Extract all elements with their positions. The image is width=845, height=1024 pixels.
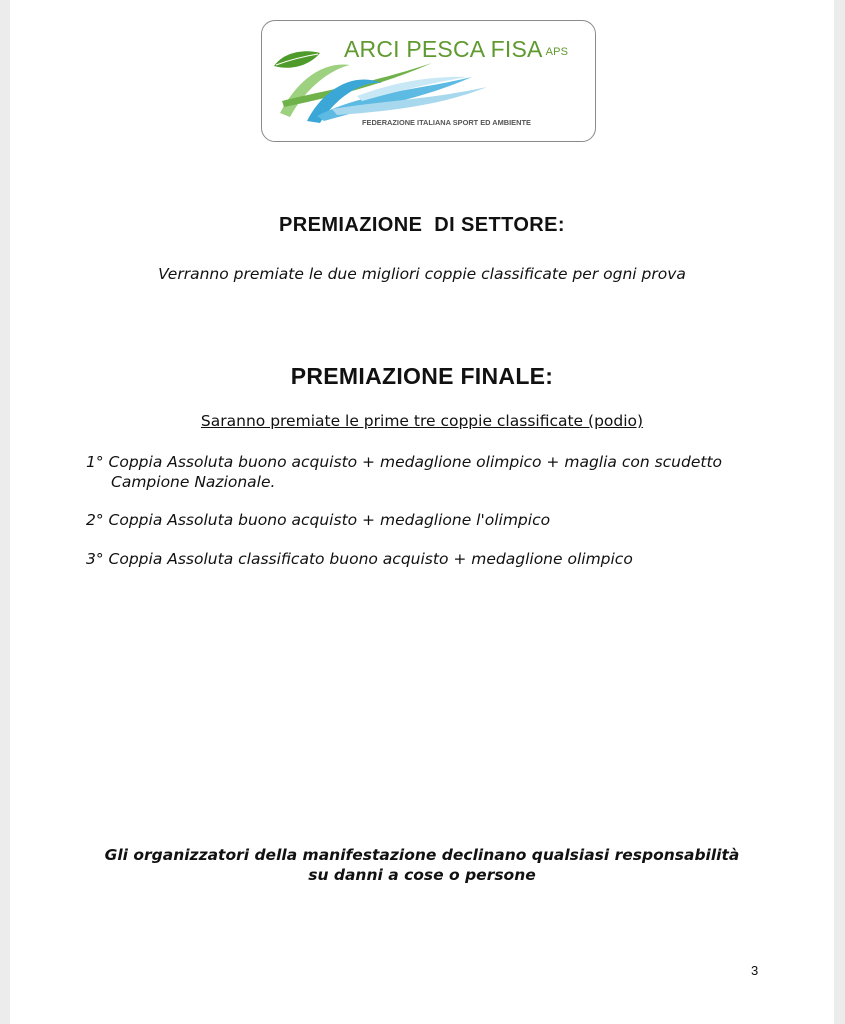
section-finale-subtitle-text: Saranno premiate le prime tre coppie classificate (podio) [200, 412, 644, 430]
logo-name-text: ARCI PESCA FISA [344, 36, 543, 62]
section-title-settore: PREMIAZIONE DI SETTORE: [279, 214, 565, 236]
section-finale-subtitle [10, 412, 834, 430]
page-number: 3 [751, 963, 759, 978]
prize-first-line1: 1° Coppia Assoluta buono acquisto + medaglione olimpico + maglia con scudetto [86, 453, 723, 471]
logo-name [344, 36, 568, 63]
disclaimer [10, 845, 834, 885]
section-title-finale: PREMIAZIONE FINALE: [290, 363, 554, 389]
prize-first [86, 452, 786, 492]
logo-suffix: APS [545, 46, 569, 58]
disclaimer-line1: Gli organizzatori della manifestazione declinano qualsiasi responsabilità [104, 846, 740, 864]
prize-third-line1: 3° Coppia Assoluta classificato buono acquisto + medaglione olimpico [86, 550, 633, 568]
prize-first-line2: Campione Nazionale. [111, 473, 276, 491]
document-page [10, 0, 834, 1024]
prize-second [86, 510, 786, 530]
prize-third [86, 549, 786, 569]
prize-second-line1: 2° Coppia Assoluta buono acquisto + medaglione l'olimpico [86, 511, 551, 529]
section-settore-text: Verranno premiate le due migliori coppie classificate per ogni prova [158, 265, 686, 283]
disclaimer-line2: su danni a cose o persone [308, 866, 536, 884]
logo [261, 20, 596, 142]
logo-subtitle: FEDERAZIONE ITALIANA SPORT ED AMBIENTE [362, 118, 531, 127]
